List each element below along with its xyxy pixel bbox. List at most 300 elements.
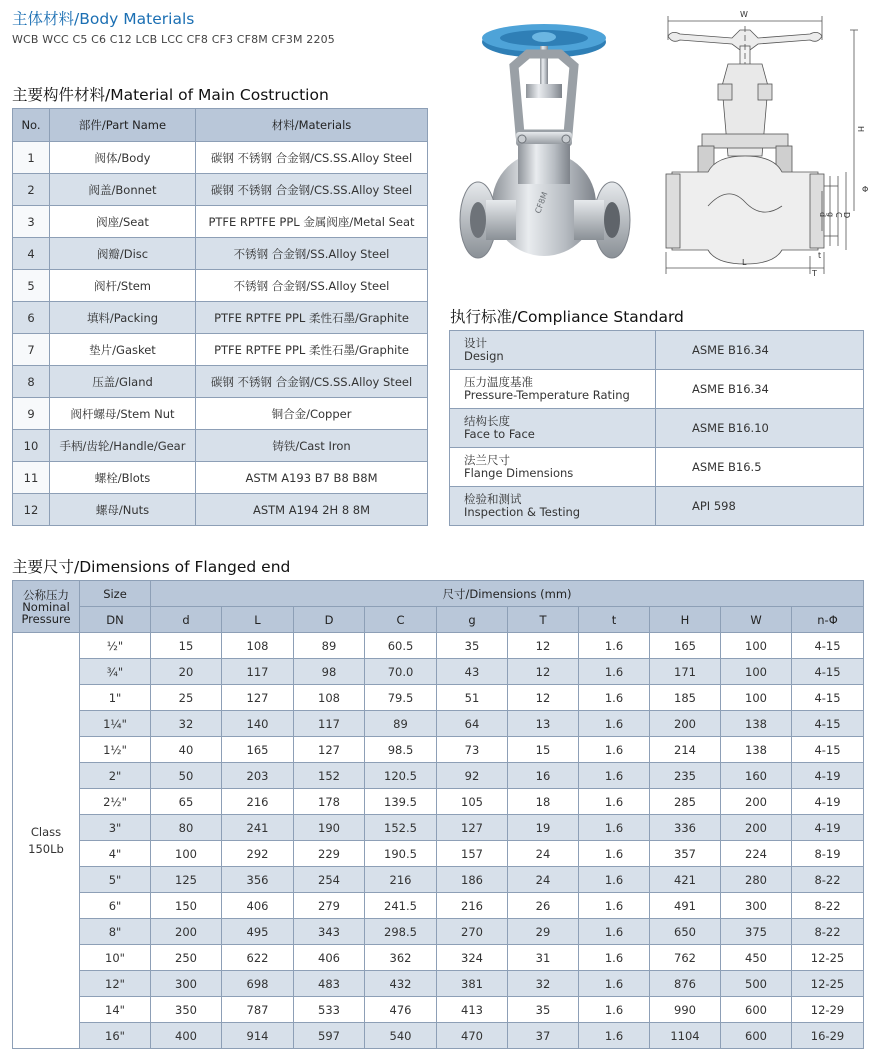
dimension-cell-g: 270: [437, 919, 508, 945]
dimension-row: [13, 685, 864, 711]
dimension-cell-t: 1.6: [579, 893, 650, 919]
dimension-cell-d-cap: 597: [294, 1023, 365, 1049]
header-no: No.: [13, 109, 50, 142]
dimension-cell-t: 1.6: [579, 997, 650, 1023]
dimension-row: [13, 1023, 864, 1049]
compliance-row: [450, 370, 864, 409]
dimension-cell-t: 1.6: [579, 659, 650, 685]
dimension-cell-size: 1¼": [80, 711, 151, 737]
header-dim-col: t: [579, 607, 650, 633]
drawing-label-t: T: [812, 269, 817, 278]
dimension-cell-t-cap: 15: [508, 737, 579, 763]
dimension-cell-d: 250: [151, 945, 222, 971]
dimension-cell-l-cap: 127: [222, 685, 294, 711]
material-row: [13, 462, 428, 494]
material-cell-part: 阀杆螺母/Stem Nut: [50, 398, 196, 430]
dimension-cell-h-cap: 165: [650, 633, 721, 659]
material-cell-part: 阀体/Body: [50, 142, 196, 174]
header-nominal-pressure: 公称压力 Nominal Pressure: [13, 581, 80, 633]
dimension-cell-d: 400: [151, 1023, 222, 1049]
dimension-row: [13, 737, 864, 763]
pressure-rating: 150Lb: [28, 841, 64, 856]
dimension-cell-n-phi: 4-19: [792, 789, 864, 815]
dimension-cell-l-cap: 165: [222, 737, 294, 763]
material-row: [13, 238, 428, 270]
material-row: [13, 494, 428, 526]
dimension-cell-h-cap: 990: [650, 997, 721, 1023]
header-dim-col: d: [151, 607, 222, 633]
dimension-cell-h-cap: 650: [650, 919, 721, 945]
dimension-cell-t-cap: 18: [508, 789, 579, 815]
dimension-cell-h-cap: 185: [650, 685, 721, 711]
dimension-cell-w-cap: 138: [721, 737, 792, 763]
dimension-cell-d: 25: [151, 685, 222, 711]
material-cell-part: 填料/Packing: [50, 302, 196, 334]
material-row: [13, 334, 428, 366]
dimension-row: [13, 893, 864, 919]
dimensions-title: 主要尺寸/Dimensions of Flanged end: [12, 558, 291, 576]
dimension-cell-d-cap: 533: [294, 997, 365, 1023]
svg-text:CF8M: CF8M: [533, 190, 550, 215]
dimension-cell-l-cap: 108: [222, 633, 294, 659]
dimension-cell-g: 127: [437, 815, 508, 841]
dimension-cell-size: ½": [80, 633, 151, 659]
dimension-cell-d: 80: [151, 815, 222, 841]
dimension-cell-d-cap: 117: [294, 711, 365, 737]
dimension-cell-h-cap: 285: [650, 789, 721, 815]
dimension-cell-t-cap: 29: [508, 919, 579, 945]
material-row: [13, 270, 428, 302]
dimension-cell-g: 157: [437, 841, 508, 867]
dimension-cell-t-cap: 12: [508, 685, 579, 711]
dimension-cell-t: 1.6: [579, 919, 650, 945]
dimension-cell-w-cap: 138: [721, 711, 792, 737]
dimension-cell-t-cap: 12: [508, 659, 579, 685]
dimension-cell-l-cap: 914: [222, 1023, 294, 1049]
dimension-cell-h-cap: 200: [650, 711, 721, 737]
compliance-row: [450, 331, 864, 370]
globe-valve-photo: [456, 24, 636, 274]
dimension-cell-d-cap: 98: [294, 659, 365, 685]
material-row: [13, 366, 428, 398]
material-cell-part: 阀盖/Bonnet: [50, 174, 196, 206]
material-cell-no: 8: [13, 366, 50, 398]
dimension-cell-d-cap: 152: [294, 763, 365, 789]
dimension-cell-g: 35: [437, 633, 508, 659]
dimension-cell-d: 32: [151, 711, 222, 737]
dimension-cell-d-cap: 229: [294, 841, 365, 867]
material-cell-part: 阀瓣/Disc: [50, 238, 196, 270]
dimension-cell-n-phi: 4-15: [792, 659, 864, 685]
compliance-value: API 598: [656, 487, 864, 526]
compliance-title: 执行标准/Compliance Standard: [450, 308, 684, 326]
dimension-cell-n-phi: 8-22: [792, 867, 864, 893]
dimension-cell-h-cap: 235: [650, 763, 721, 789]
dimension-cell-d-cap: 190: [294, 815, 365, 841]
dimension-cell-t-cap: 16: [508, 763, 579, 789]
dimension-cell-n-phi: 16-29: [792, 1023, 864, 1049]
material-cell-material: 铜合金/Copper: [196, 398, 428, 430]
dimension-row: [13, 763, 864, 789]
dimension-row: [13, 633, 864, 659]
dimension-cell-d: 200: [151, 919, 222, 945]
dimension-row: [13, 841, 864, 867]
dimension-cell-l-cap: 203: [222, 763, 294, 789]
dimension-cell-d: 300: [151, 971, 222, 997]
dimension-cell-t-cap: 24: [508, 867, 579, 893]
dimension-row: [13, 971, 864, 997]
material-cell-part: 螺栓/Blots: [50, 462, 196, 494]
header-dim-col: L: [222, 607, 294, 633]
material-cell-material: PTFE RPTFE PPL 柔性石墨/Graphite: [196, 302, 428, 334]
dimension-cell-h-cap: 762: [650, 945, 721, 971]
dimension-cell-w-cap: 160: [721, 763, 792, 789]
compliance-item: [450, 370, 656, 409]
material-row: [13, 430, 428, 462]
material-cell-no: 9: [13, 398, 50, 430]
compliance-item-en: Design: [464, 349, 504, 363]
dimension-cell-w-cap: 200: [721, 789, 792, 815]
dimension-cell-c-cap: 190.5: [365, 841, 437, 867]
material-row: [13, 174, 428, 206]
dimension-cell-c-cap: 89: [365, 711, 437, 737]
dimension-cell-t: 1.6: [579, 737, 650, 763]
dimension-cell-d-cap: 127: [294, 737, 365, 763]
dimension-cell-t-cap: 19: [508, 815, 579, 841]
dimension-cell-l-cap: 356: [222, 867, 294, 893]
dimension-cell-w-cap: 224: [721, 841, 792, 867]
dimension-cell-c-cap: 98.5: [365, 737, 437, 763]
material-cell-no: 3: [13, 206, 50, 238]
dimension-cell-n-phi: 4-15: [792, 685, 864, 711]
dimension-cell-n-phi: 4-15: [792, 737, 864, 763]
dimension-cell-c-cap: 79.5: [365, 685, 437, 711]
dimension-cell-n-phi: 4-15: [792, 711, 864, 737]
material-cell-material: ASTM A194 2H 8 8M: [196, 494, 428, 526]
dimension-cell-d: 50: [151, 763, 222, 789]
drawing-label-c: C: [834, 212, 843, 218]
dimension-cell-size: 14": [80, 997, 151, 1023]
dimension-cell-g: 64: [437, 711, 508, 737]
material-cell-no: 11: [13, 462, 50, 494]
compliance-row: [450, 487, 864, 526]
compliance-item: [450, 331, 656, 370]
dimension-cell-w-cap: 100: [721, 633, 792, 659]
compliance-item-zh: 压力温度基准: [464, 375, 533, 389]
material-row: [13, 398, 428, 430]
material-cell-part: 压盖/Gland: [50, 366, 196, 398]
material-cell-no: 7: [13, 334, 50, 366]
dimension-cell-c-cap: 70.0: [365, 659, 437, 685]
dimension-cell-l-cap: 292: [222, 841, 294, 867]
dimension-cell-l-cap: 622: [222, 945, 294, 971]
dimension-cell-l-cap: 787: [222, 997, 294, 1023]
dimension-cell-t: 1.6: [579, 841, 650, 867]
dimension-cell-l-cap: 241: [222, 815, 294, 841]
header-dim-col: H: [650, 607, 721, 633]
dimension-cell-t: 1.6: [579, 1023, 650, 1049]
material-cell-material: 碳钢 不锈钢 合金钢/CS.SS.Alloy Steel: [196, 174, 428, 206]
dimension-cell-w-cap: 100: [721, 659, 792, 685]
header-size: Size: [80, 581, 151, 607]
dimension-cell-h-cap: 1104: [650, 1023, 721, 1049]
dimension-cell-w-cap: 280: [721, 867, 792, 893]
drawing-label-d: D: [842, 212, 851, 219]
dimension-cell-d-cap: 406: [294, 945, 365, 971]
dimension-cell-n-phi: 12-25: [792, 971, 864, 997]
dimension-cell-d: 20: [151, 659, 222, 685]
dimension-cell-size: 16": [80, 1023, 151, 1049]
dimension-cell-c-cap: 540: [365, 1023, 437, 1049]
dimension-cell-t-cap: 37: [508, 1023, 579, 1049]
pressure-class: Class: [30, 824, 62, 839]
dimension-cell-g: 216: [437, 893, 508, 919]
dimension-cell-t: 1.6: [579, 685, 650, 711]
material-row: [13, 206, 428, 238]
material-cell-material: 碳钢 不锈钢 合金钢/CS.SS.Alloy Steel: [196, 366, 428, 398]
dimension-cell-g: 413: [437, 997, 508, 1023]
compliance-item: [450, 487, 656, 526]
material-cell-material: 不锈钢 合金钢/SS.Alloy Steel: [196, 270, 428, 302]
compliance-value: ASME B16.10: [656, 409, 864, 448]
dimension-cell-c-cap: 139.5: [365, 789, 437, 815]
dimension-cell-t: 1.6: [579, 971, 650, 997]
drawing-label-t-small: t: [818, 251, 822, 260]
material-cell-material: PTFE RPTFE PPL 柔性石墨/Graphite: [196, 334, 428, 366]
material-cell-no: 4: [13, 238, 50, 270]
header-dim-col: n-Φ: [792, 607, 864, 633]
material-cell-material: 铸铁/Cast Iron: [196, 430, 428, 462]
compliance-item-en: Face to Face: [464, 427, 535, 441]
dimension-cell-h-cap: 491: [650, 893, 721, 919]
dimension-cell-size: 1": [80, 685, 151, 711]
compliance-item: [450, 448, 656, 487]
dimension-cell-n-phi: 4-19: [792, 815, 864, 841]
compliance-row: [450, 448, 864, 487]
dimension-cell-g: 73: [437, 737, 508, 763]
material-cell-material: 不锈钢 合金钢/SS.Alloy Steel: [196, 238, 428, 270]
dimension-row: [13, 815, 864, 841]
dimension-row: [13, 945, 864, 971]
header-dimensions: 尺寸/Dimensions (mm): [151, 581, 864, 607]
dimension-cell-size: ¾": [80, 659, 151, 685]
compliance-item-zh: 法兰尺寸: [464, 453, 510, 467]
dimension-cell-d: 125: [151, 867, 222, 893]
material-cell-part: 阀杆/Stem: [50, 270, 196, 302]
dimension-cell-n-phi: 12-25: [792, 945, 864, 971]
dimension-cell-h-cap: 336: [650, 815, 721, 841]
dimension-cell-h-cap: 357: [650, 841, 721, 867]
compliance-value: ASME B16.34: [656, 331, 864, 370]
compliance-item-en: Inspection & Testing: [464, 505, 581, 519]
compliance-value: ASME B16.5: [656, 448, 864, 487]
dimension-row: [13, 789, 864, 815]
dimension-cell-size: 6": [80, 893, 151, 919]
dimension-cell-h-cap: 876: [650, 971, 721, 997]
dimension-cell-d: 15: [151, 633, 222, 659]
dimension-cell-size: 8": [80, 919, 151, 945]
dimension-cell-size: 1½": [80, 737, 151, 763]
dimension-cell-t: 1.6: [579, 711, 650, 737]
dimension-cell-w-cap: 500: [721, 971, 792, 997]
dimension-cell-t: 1.6: [579, 789, 650, 815]
dimension-row: [13, 659, 864, 685]
dimension-cell-size: 2": [80, 763, 151, 789]
header-dim-col: g: [437, 607, 508, 633]
dimension-cell-w-cap: 600: [721, 997, 792, 1023]
dimension-row: [13, 919, 864, 945]
dimension-cell-l-cap: 216: [222, 789, 294, 815]
dimension-row: [13, 867, 864, 893]
dimension-cell-c-cap: 432: [365, 971, 437, 997]
dimension-cell-g: 381: [437, 971, 508, 997]
header-dim-col: D: [294, 607, 365, 633]
dimension-cell-l-cap: 140: [222, 711, 294, 737]
dimension-cell-size: 5": [80, 867, 151, 893]
main-material-table: [12, 108, 428, 526]
compliance-item-en: Flange Dimensions: [464, 466, 574, 480]
dimension-cell-n-phi: 12-29: [792, 997, 864, 1023]
pressure-class-cell: [13, 633, 80, 1049]
dimension-cell-d: 65: [151, 789, 222, 815]
dimension-cell-c-cap: 476: [365, 997, 437, 1023]
dimension-cell-d: 100: [151, 841, 222, 867]
dimension-cell-w-cap: 100: [721, 685, 792, 711]
header-dn: DN: [80, 607, 151, 633]
compliance-table: [449, 330, 864, 526]
material-cell-part: 阀座/Seat: [50, 206, 196, 238]
main-material-title: 主要构件材料/Material of Main Costruction: [12, 86, 329, 104]
dimension-cell-n-phi: 8-22: [792, 919, 864, 945]
dimension-cell-t-cap: 31: [508, 945, 579, 971]
dimension-cell-t-cap: 32: [508, 971, 579, 997]
dimension-cell-t: 1.6: [579, 867, 650, 893]
body-material-grades: WCB WCC C5 C6 C12 LCB LCC CF8 CF3 CF8M CF3M 2205: [12, 33, 335, 46]
material-cell-no: 6: [13, 302, 50, 334]
material-cell-no: 12: [13, 494, 50, 526]
dimension-cell-d-cap: 178: [294, 789, 365, 815]
dimension-cell-t: 1.6: [579, 945, 650, 971]
dimension-cell-t-cap: 13: [508, 711, 579, 737]
dimension-cell-d: 150: [151, 893, 222, 919]
drawing-label-h: H: [856, 126, 865, 133]
compliance-item-zh: 检验和测试: [464, 492, 522, 506]
dimension-cell-c-cap: 60.5: [365, 633, 437, 659]
compliance-item-zh: 设计: [464, 336, 487, 350]
dimension-cell-size: 3": [80, 815, 151, 841]
dimension-cell-g: 470: [437, 1023, 508, 1049]
compliance-value: ASME B16.34: [656, 370, 864, 409]
drawing-label-l: L: [742, 258, 747, 267]
dimension-cell-c-cap: 298.5: [365, 919, 437, 945]
dimension-cell-h-cap: 214: [650, 737, 721, 763]
dimension-cell-size: 10": [80, 945, 151, 971]
body-materials-title: 主体材料/Body Materials: [12, 10, 195, 28]
dimension-cell-t-cap: 26: [508, 893, 579, 919]
dimension-cell-c-cap: 152.5: [365, 815, 437, 841]
drawing-label-g: g: [826, 212, 835, 218]
dimension-cell-w-cap: 600: [721, 1023, 792, 1049]
dimension-cell-l-cap: 495: [222, 919, 294, 945]
dimension-cell-n-phi: 8-19: [792, 841, 864, 867]
dimension-cell-d: 350: [151, 997, 222, 1023]
dimension-cell-g: 43: [437, 659, 508, 685]
dimension-cell-g: 324: [437, 945, 508, 971]
header-dim-col: W: [721, 607, 792, 633]
material-row: [13, 302, 428, 334]
dimension-cell-size: 2½": [80, 789, 151, 815]
header-part-name: 部件/Part Name: [50, 109, 196, 142]
dimension-cell-n-phi: 8-22: [792, 893, 864, 919]
dimension-cell-t: 1.6: [579, 815, 650, 841]
material-cell-part: 垫片/Gasket: [50, 334, 196, 366]
dimension-cell-d-cap: 343: [294, 919, 365, 945]
dimension-cell-w-cap: 300: [721, 893, 792, 919]
drawing-label-w: W: [740, 10, 748, 19]
header-dim-col: T: [508, 607, 579, 633]
dimension-cell-l-cap: 117: [222, 659, 294, 685]
dimension-cell-c-cap: 241.5: [365, 893, 437, 919]
dimension-cell-n-phi: 4-19: [792, 763, 864, 789]
dimension-cell-t: 1.6: [579, 763, 650, 789]
dimension-cell-d-cap: 89: [294, 633, 365, 659]
dimension-cell-w-cap: 200: [721, 815, 792, 841]
material-cell-no: 2: [13, 174, 50, 206]
dimension-cell-l-cap: 698: [222, 971, 294, 997]
header-dim-col: C: [365, 607, 437, 633]
dimension-cell-c-cap: 362: [365, 945, 437, 971]
dimensions-table: [12, 580, 864, 1049]
dimension-cell-w-cap: 375: [721, 919, 792, 945]
material-cell-no: 5: [13, 270, 50, 302]
compliance-item-zh: 结构长度: [464, 414, 510, 428]
material-cell-part: 手柄/齿轮/Handle/Gear: [50, 430, 196, 462]
dimension-cell-d: 40: [151, 737, 222, 763]
material-cell-part: 螺母/Nuts: [50, 494, 196, 526]
dimension-cell-h-cap: 421: [650, 867, 721, 893]
dimension-cell-g: 105: [437, 789, 508, 815]
dimension-cell-l-cap: 406: [222, 893, 294, 919]
dimension-cell-n-phi: 4-15: [792, 633, 864, 659]
compliance-row: [450, 409, 864, 448]
dimension-cell-size: 12": [80, 971, 151, 997]
dimension-cell-t: 1.6: [579, 633, 650, 659]
dimension-cell-h-cap: 171: [650, 659, 721, 685]
material-cell-material: ASTM A193 B7 B8 B8M: [196, 462, 428, 494]
dimension-cell-t-cap: 12: [508, 633, 579, 659]
dimension-cell-g: 186: [437, 867, 508, 893]
dimension-cell-c-cap: 120.5: [365, 763, 437, 789]
compliance-item: [450, 409, 656, 448]
material-cell-material: PTFE RPTFE PPL 金属阀座/Metal Seat: [196, 206, 428, 238]
drawing-label-phi: Φ: [862, 185, 869, 194]
dimension-cell-d-cap: 108: [294, 685, 365, 711]
dimension-cell-d-cap: 254: [294, 867, 365, 893]
valve-dimension-drawing: [662, 6, 874, 278]
dimension-cell-size: 4": [80, 841, 151, 867]
dimension-cell-d-cap: 483: [294, 971, 365, 997]
material-cell-material: 碳钢 不锈钢 合金钢/CS.SS.Alloy Steel: [196, 142, 428, 174]
material-cell-no: 1: [13, 142, 50, 174]
material-row: [13, 142, 428, 174]
dimension-cell-c-cap: 216: [365, 867, 437, 893]
dimension-row: [13, 997, 864, 1023]
compliance-item-en: Pressure-Temperature Rating: [464, 388, 630, 402]
dimension-row: [13, 711, 864, 737]
header-materials: 材料/Materials: [196, 109, 428, 142]
material-cell-no: 10: [13, 430, 50, 462]
dimension-cell-d-cap: 279: [294, 893, 365, 919]
